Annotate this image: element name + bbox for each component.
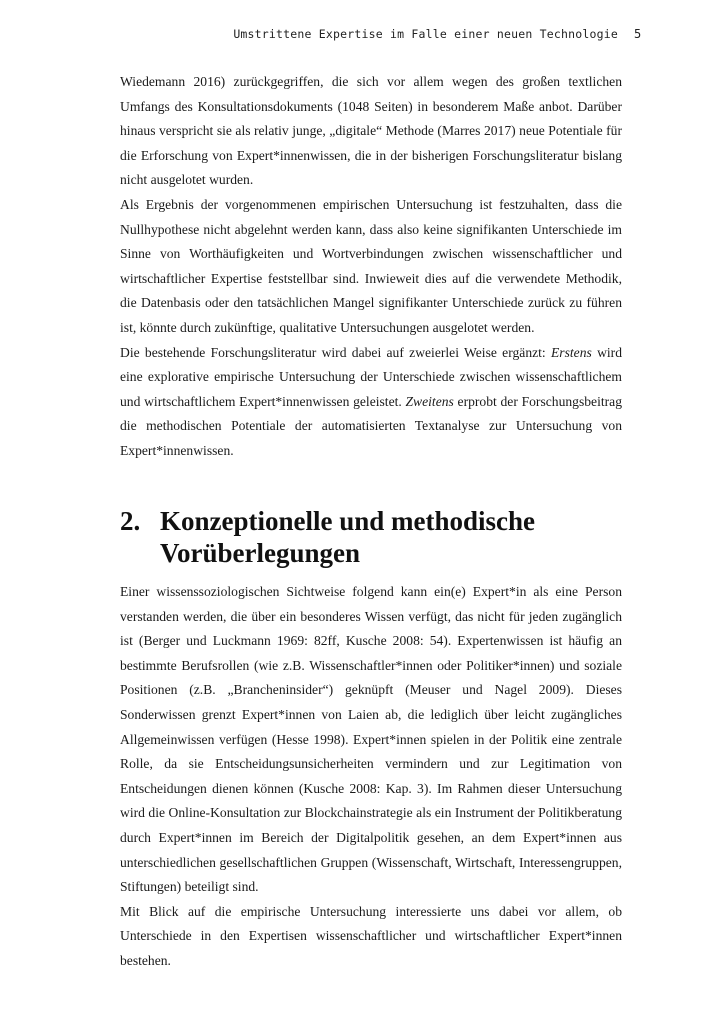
emphasis-erstens: Erstens bbox=[551, 344, 592, 360]
running-header: Umstrittene Expertise im Falle einer neuen Technologie bbox=[233, 27, 618, 41]
emphasis-zweitens: Zweitens bbox=[405, 393, 454, 409]
intro-paragraph-2: Als Ergebnis der vorgenommenen empirischen Untersuchung ist festzuhalten, dass die Nullhypothese nicht abgelehnt werden kann, dass also keine signifikanten Unterschiede im Sinne von Worthäufigkeiten und Wortverbindungen zwischen wissenschaftlicher und wirtschaftlicher Expertise feststellbar sind. Inwieweit dies auf die verwendete Methodik, die Datenbasis oder den tatsächlichen Mangel signifikanter Unterschiede zurück zu führen ist, könnte durch zukünftige, qualitative Untersuchungen ausgelotet werden. bbox=[120, 196, 622, 335]
paragraph-3-part-a: Die bestehende Forschungsliteratur wird dabei auf zweierlei Weise ergänzt: bbox=[120, 344, 551, 360]
paragraph-3-part-b: wird eine explorative empirische Untersuchung der Unterschiede zwischen wissenschaftlichem und wirtschaftlichem Expert*innenwissen geleistet. bbox=[120, 344, 622, 409]
intro-paragraph-3 bbox=[120, 341, 622, 464]
section-title-line-2: Vorüberlegungen bbox=[160, 538, 361, 568]
intro-paragraph-1: Wiedemann 2016) zurückgegriffen, die sich vor allem wegen des großen textlichen Umfangs des Konsultationsdokuments (1048 Seiten) in besonderem Maße anbot. Darüber hinaus verspricht sie als relativ junge, „digitale“ Methode (Marres 2017) neue Potentiale für die Erforschung von Expert*innenwissen, die in der bisherigen Forschungsliteratur bislang nicht ausgelotet wurden. bbox=[120, 74, 622, 188]
section-heading bbox=[120, 505, 640, 569]
section-2-paragraph-2: Mit Blick auf die empirische Untersuchung interessierte uns dabei vor allem, ob Unterschiede in den Expertisen wissenschaftlicher und wirtschaftlicher Expert*innen bestehen. bbox=[120, 903, 622, 968]
paragraph-3-part-c: erprobt der Forschungsbeitrag die methodischen Potentiale der automatisierten Textanalyse zur Untersuchung von Expert*innenwissen. bbox=[120, 393, 623, 458]
intro-text-block bbox=[120, 70, 622, 464]
section-number: 2. bbox=[120, 506, 141, 536]
section-title-line-1: Konzeptionelle und methodische bbox=[160, 506, 536, 536]
section-2-text-block bbox=[120, 580, 622, 974]
section-2-paragraph-1: Einer wissenssoziologischen Sichtweise folgend kann ein(e) Expert*in als eine Person verstanden werden, die über ein besonderes Wissen verfügt, das nicht für jeden zugänglich ist (Berger und Luckmann 1969: 82ff, Kusche 2008: 54). Expertenwissen ist häufig an bestimmte Berufsrollen (wie z.B. Wissenschaftler*innen oder Politiker*innen) und soziale Positionen (z.B. „Brancheninsider“) geknüpft (Meuser und Nagel 2009). Dieses Sonderwissen grenzt Expert*innen von Laien ab, die lediglich über leicht zugängliches Allgemeinwissen verfügen (Hesse 1998). Expert*innen spielen in der Politik eine zentrale Rolle, da sie Entscheidungsunsicherheiten vermindern und zur Legitimation von Entscheidungen dienen können (Kusche 2008: Kap. 3). Im Rahmen dieser Untersuchung wird die Online-Konsultation zur Blockchainstrategie als ein Instrument der Politikberatung durch Expert*innen im Bereich der Digitalpolitik gesehen, an dem Expert*innen aus unterschiedlichen gesellschaftlichen Gruppen (Wissenschaft, Wirtschaft, Interessengruppen, Stiftungen) beteiligt sind. bbox=[120, 584, 622, 895]
page-number: 5 bbox=[634, 27, 642, 41]
